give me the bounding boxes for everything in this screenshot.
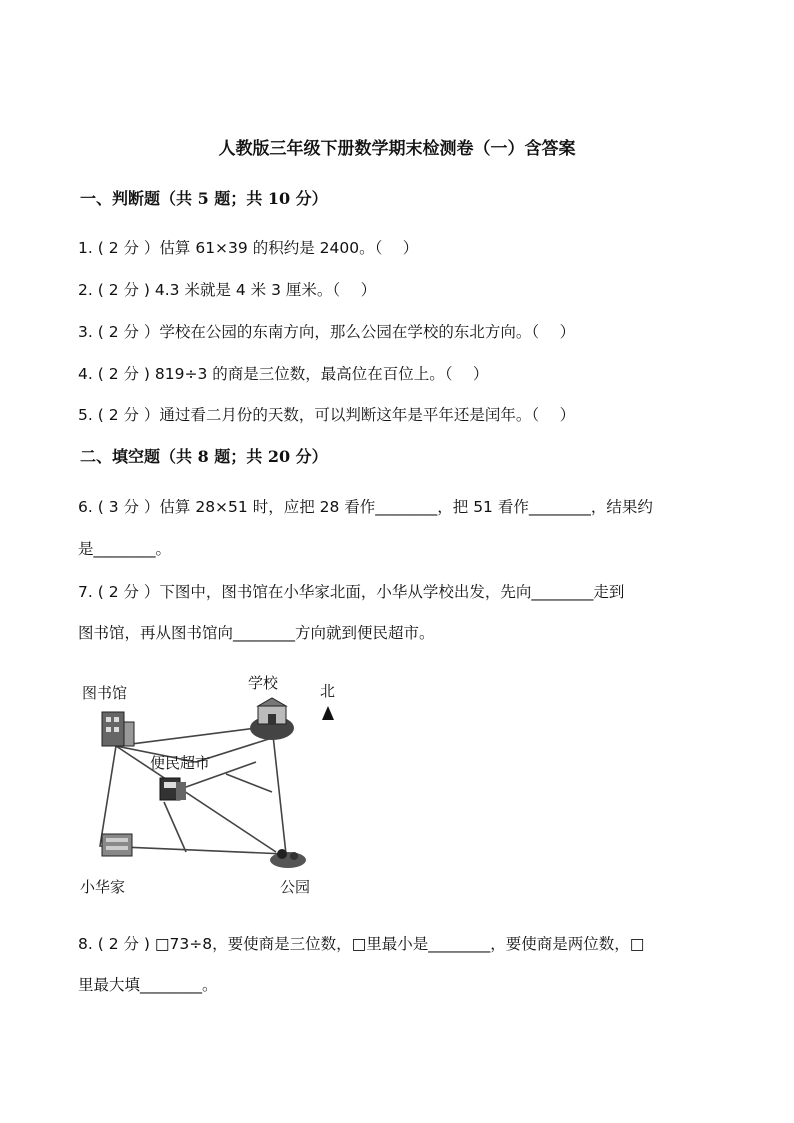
- question-7-line-2: 图书馆，再从图书馆向________方向就到便民超市。: [78, 624, 435, 642]
- map-road-east: [226, 774, 272, 792]
- question-2: 2. ( 2 分 ) 4.3 米就是 4 米 3 厘米。（ ）: [78, 281, 377, 299]
- school-building-icon: [250, 698, 294, 740]
- library-building-icon: [102, 712, 134, 746]
- question-5: 5. ( 2 分 ）通过看二月份的天数，可以判断这年是平年还是闰年。（ ）: [78, 406, 576, 424]
- section-heading-fill-in: 二、填空题（共 8 题；共 20 分）: [80, 447, 328, 466]
- market-building-icon: [160, 778, 186, 800]
- north-arrow-icon: [322, 706, 334, 720]
- home-building-icon: [102, 834, 132, 856]
- question-3: 3. ( 2 分 ）学校在公园的东南方向，那么公园在学校的东北方向。（ ）: [78, 323, 576, 341]
- question-6-line-2: 是________。: [78, 540, 172, 558]
- question-4: 4. ( 2 分 ) 819÷3 的商是三位数，最高位在百位上。（ ）: [78, 365, 489, 383]
- map-label-home: 小华家: [80, 878, 126, 896]
- question-7-line-1: 7. ( 2 分 ）下图中，图书馆在小华家北面，小华从学校出发，先向________走到: [78, 583, 625, 601]
- direction-map: [76, 662, 356, 902]
- question-8-line-1: 8. ( 2 分 ) □73÷8，要使商是三位数，□里最小是________，要使商是两位数，□: [78, 935, 645, 953]
- map-label-north: 北: [320, 682, 336, 700]
- map-label-school: 学校: [248, 674, 279, 692]
- question-1: 1. ( 2 分 ）估算 61×39 的积约是 2400。（ ）: [78, 239, 419, 257]
- page-title: 人教版三年级下册数学期末检测卷（一）含答案: [218, 139, 576, 159]
- map-road-market-south: [164, 802, 186, 852]
- map-label-market: 便民超市: [150, 754, 211, 772]
- map-label-library: 图书馆: [82, 684, 128, 702]
- map-label-park: 公园: [280, 878, 311, 896]
- question-8-line-2: 里最大填________。: [78, 976, 218, 994]
- section-heading-judgment: 一、判断题（共 5 题；共 10 分）: [80, 189, 328, 208]
- question-6-line-1: 6. ( 3 分 ）估算 28×51 时，应把 28 看作________，把 51 看作________，结果约: [78, 498, 653, 516]
